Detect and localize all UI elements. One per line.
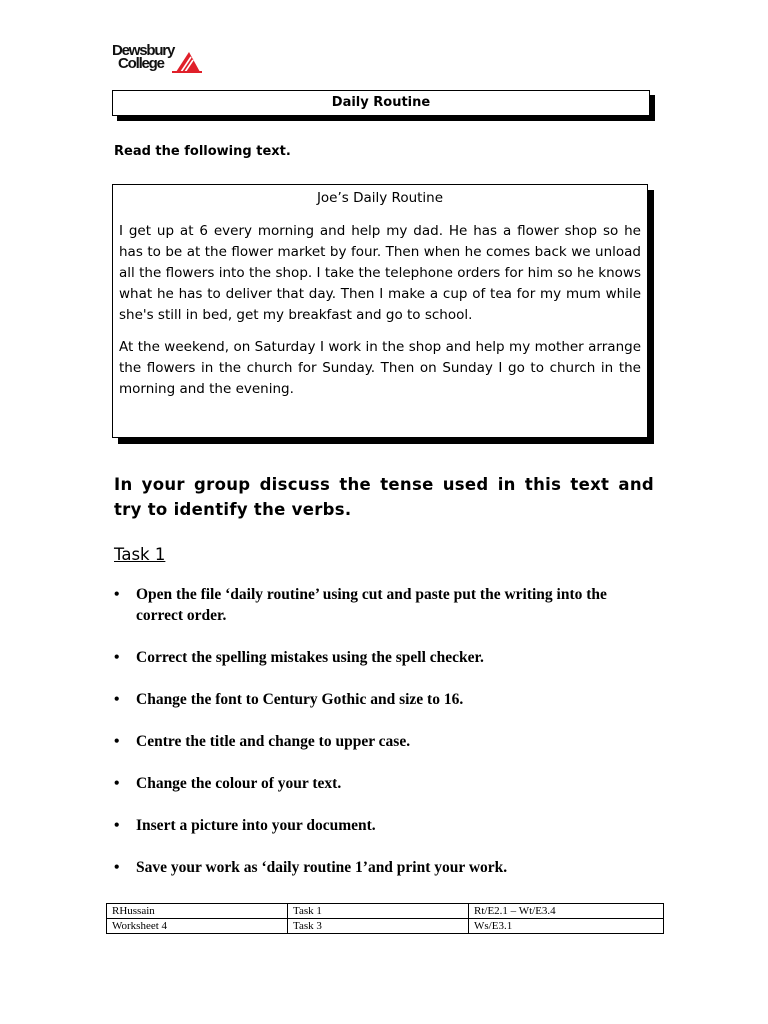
task-item	[114, 584, 654, 626]
footer-worksheet: Worksheet 4	[107, 919, 288, 934]
footer-task: Task 3	[288, 919, 469, 934]
task-text: Insert a picture into your document.	[136, 817, 376, 834]
footer-row	[107, 919, 664, 934]
footer-row	[107, 904, 664, 919]
task-item	[114, 857, 654, 878]
bullet-icon: •	[114, 859, 120, 876]
college-logo	[112, 44, 202, 76]
footer-table	[106, 903, 664, 934]
task-item	[114, 731, 654, 752]
task-item	[114, 773, 654, 794]
bullet-icon: •	[114, 733, 120, 750]
logo-line-2: College	[118, 55, 164, 72]
reading-text-box	[112, 184, 648, 438]
bullet-icon: •	[114, 586, 120, 603]
task-text: Centre the title and change to upper case.	[136, 733, 411, 750]
reading-paragraph-2: At the weekend, on Saturday I work in the shop and help my mother arrange the flowers in the church for Sunday. Then on Sunday I go to church in the morning and the evening.	[119, 339, 641, 397]
footer-curriculum-ref: Rt/E2.1 – Wt/E3.4	[469, 904, 664, 919]
task-list	[114, 584, 654, 899]
bullet-icon: •	[114, 691, 120, 708]
footer-author: RHussain	[107, 904, 288, 919]
task-heading: Task 1	[114, 545, 166, 564]
task-text: Open the file ‘daily routine’ using cut and paste put the writing into the correct order.	[136, 586, 607, 624]
logo-line-1: Dewsbury	[112, 42, 175, 59]
bullet-icon: •	[114, 649, 120, 666]
task-text: Change the colour of your text.	[136, 775, 342, 792]
task-text: Correct the spelling mistakes using the spell checker.	[136, 649, 484, 666]
reading-paragraph-1: I get up at 6 every morning and help my dad. He has a flower shop so he has to be at the flower market by four. Then when he comes back we unload all the flowers into the shop. I take the telephone orders for him so he knows what he has to deliver that day. Then I make a cup of tea for my mum while she's still in bed, get my breakfast and go to school.	[119, 223, 641, 323]
task-text: Change the font to Century Gothic and size to 16.	[136, 691, 464, 708]
footer-curriculum-ref: Ws/E3.1	[469, 919, 664, 934]
logo-triangle-icon	[172, 50, 202, 74]
instruction-text: Read the following text.	[114, 144, 291, 159]
bullet-icon: •	[114, 817, 120, 834]
footer-task: Task 1	[288, 904, 469, 919]
task-item	[114, 689, 654, 710]
page-title: Daily Routine	[112, 90, 650, 116]
reading-heading: Joe’s Daily Routine	[316, 190, 444, 206]
task-item	[114, 647, 654, 668]
bullet-icon: •	[114, 775, 120, 792]
logo-wordmark	[112, 44, 174, 70]
discussion-prompt: In your group discuss the tense used in this text and try to identify the verbs.	[114, 475, 654, 519]
task-text: Save your work as ‘daily routine 1’and print your work.	[136, 859, 508, 876]
task-item	[114, 815, 654, 836]
